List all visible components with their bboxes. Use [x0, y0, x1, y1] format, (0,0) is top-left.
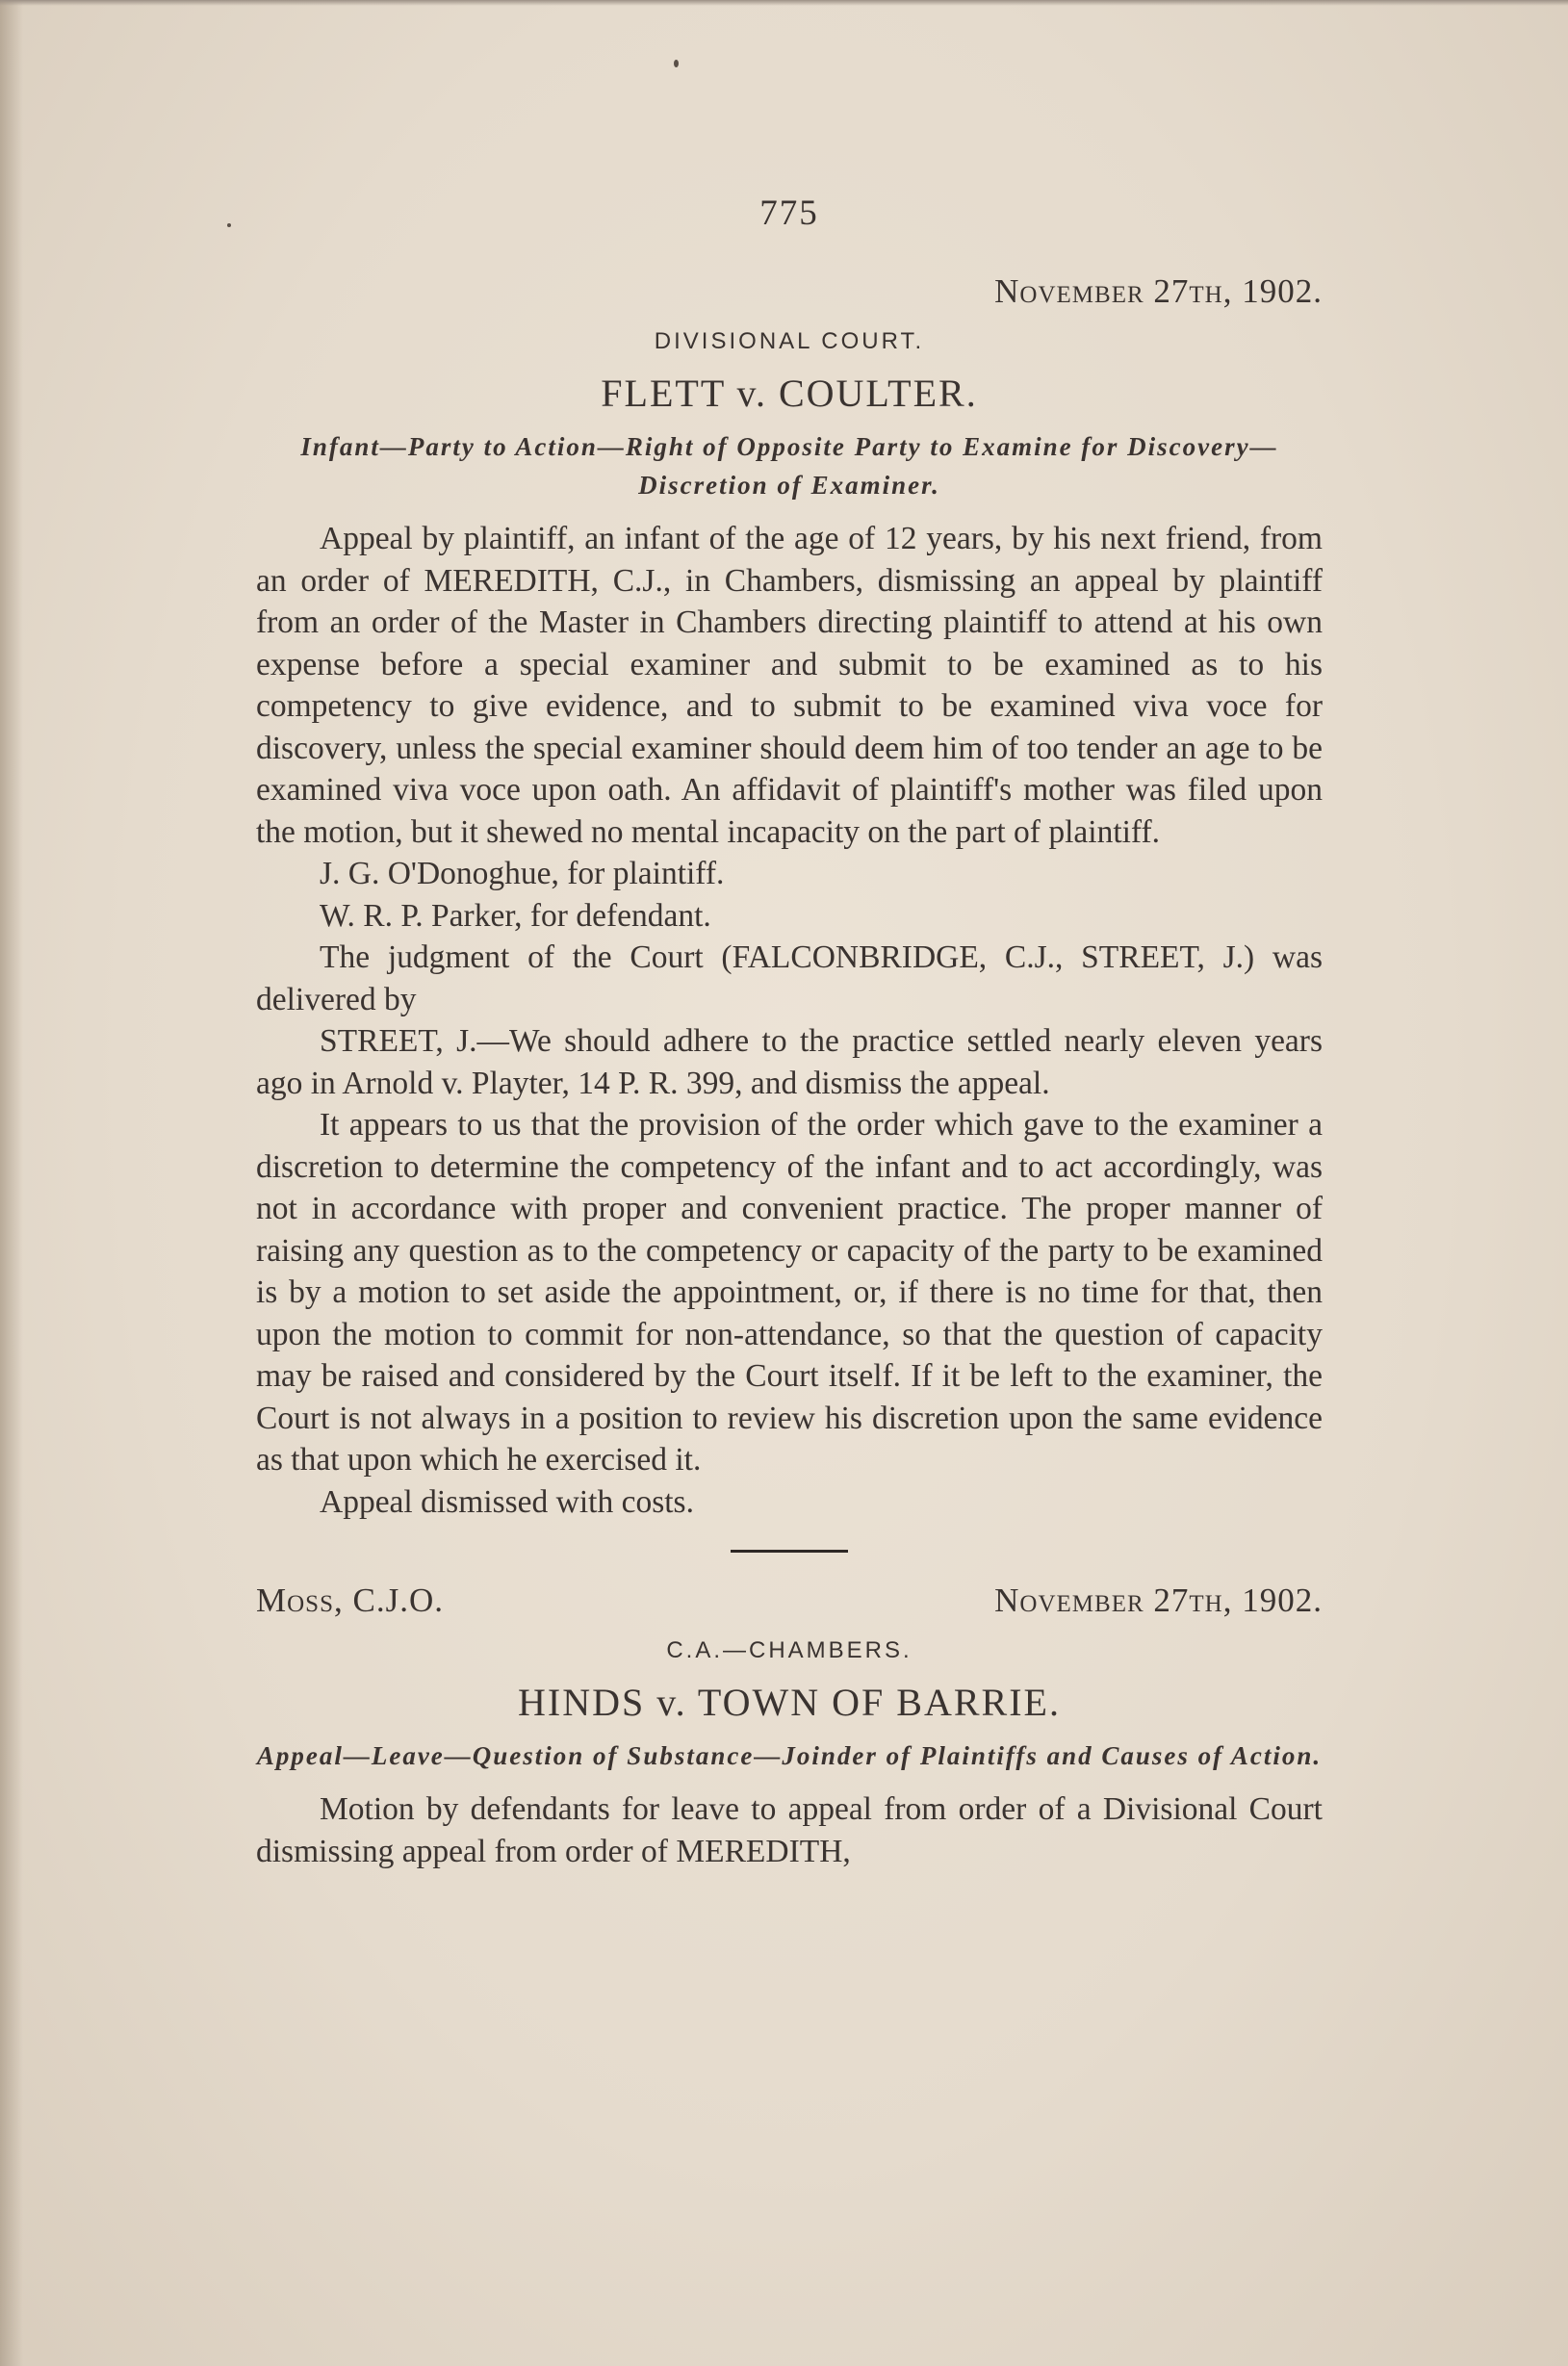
- case1-paragraph: Appeal dismissed with costs.: [320, 1483, 694, 1520]
- page-content: [256, 193, 1323, 1872]
- case1-paragraph: It appears to us that the provision of the order which gave to the examiner a discretion to determine the competency of the infant and to act accordingly, was not in accordance with proper and convenient practice. The proper manner of raising any question as to the competency or capacity of the party to be examined is by a motion to set aside the appointment, or, if there is no time for that, then upon the motion to commit for non-attendance, so that the question of capacity may be raised and considered by the Court itself. If it be left to the examiner, the Court is not always in a position to review his discretion upon the same evidence as that upon which he exercised it.: [256, 1107, 1323, 1478]
- case2-headnote: Appeal—Leave—Question of Substance—Joinder of Plaintiffs and Causes of Action.: [256, 1741, 1323, 1770]
- speck: [227, 223, 231, 227]
- case2-title: HINDS v. TOWN OF BARRIE.: [518, 1681, 1061, 1724]
- speck: [674, 60, 679, 67]
- case2-judge: Moss, C.J.O.: [256, 1582, 444, 1619]
- case1-paragraph: The judgment of the Court (FALCONBRIDGE, C.J., STREET, J.) was delivered by: [256, 939, 1323, 1017]
- case1-court: DIVISIONAL COURT.: [654, 328, 925, 354]
- case2-court: C.A.—CHAMBERS.: [666, 1637, 913, 1663]
- case1-paragraph: J. G. O'Donoghue, for plaintiff.: [320, 856, 725, 891]
- case2-paragraph: Motion by defendants for leave to appeal from order of a Divisional Court dismissing appeal from order of MEREDITH,: [256, 1791, 1323, 1869]
- case1-paragraph: STREET, J.—We should adhere to the practice settled nearly eleven years ago in Arnold v. Playter, 14 P. R. 399, and dismiss the appeal.: [256, 1023, 1323, 1101]
- case2-judge-line: [256, 1582, 1323, 1620]
- case1-paragraph: Appeal by plaintiff, an infant of the age of 12 years, by his next friend, from an order of MEREDITH, C.J., in Chambers, dismissing an appeal by plaintiff from an order of the Master in Chambers directing plaintiff to attend at his own expense before a special examiner and submit to be examined as to his competency to give evidence, and to submit to be examined viva voce for discovery, unless the special examiner should deem him of too tender an age to be examined viva voce upon oath. An affidavit of plaintiff's mother was filed upon the motion, but it shewed no mental incapacity on the part of plaintiff.: [256, 521, 1323, 850]
- page-top-edge: [0, 0, 1568, 6]
- case2-date: November 27th, 1902.: [994, 1582, 1323, 1619]
- case1-headnote: Infant—Party to Action—Right of Opposite Party to Examine for Discovery—Discretion of Examiner.: [300, 432, 1278, 500]
- binding-shadow: [0, 0, 23, 2366]
- case1-date: November 27th, 1902.: [994, 272, 1323, 310]
- section-divider: [731, 1550, 848, 1553]
- page-number: 775: [759, 193, 819, 233]
- case1-paragraph: W. R. P. Parker, for defendant.: [320, 897, 711, 934]
- case1-title: FLETT v. COULTER.: [601, 372, 978, 415]
